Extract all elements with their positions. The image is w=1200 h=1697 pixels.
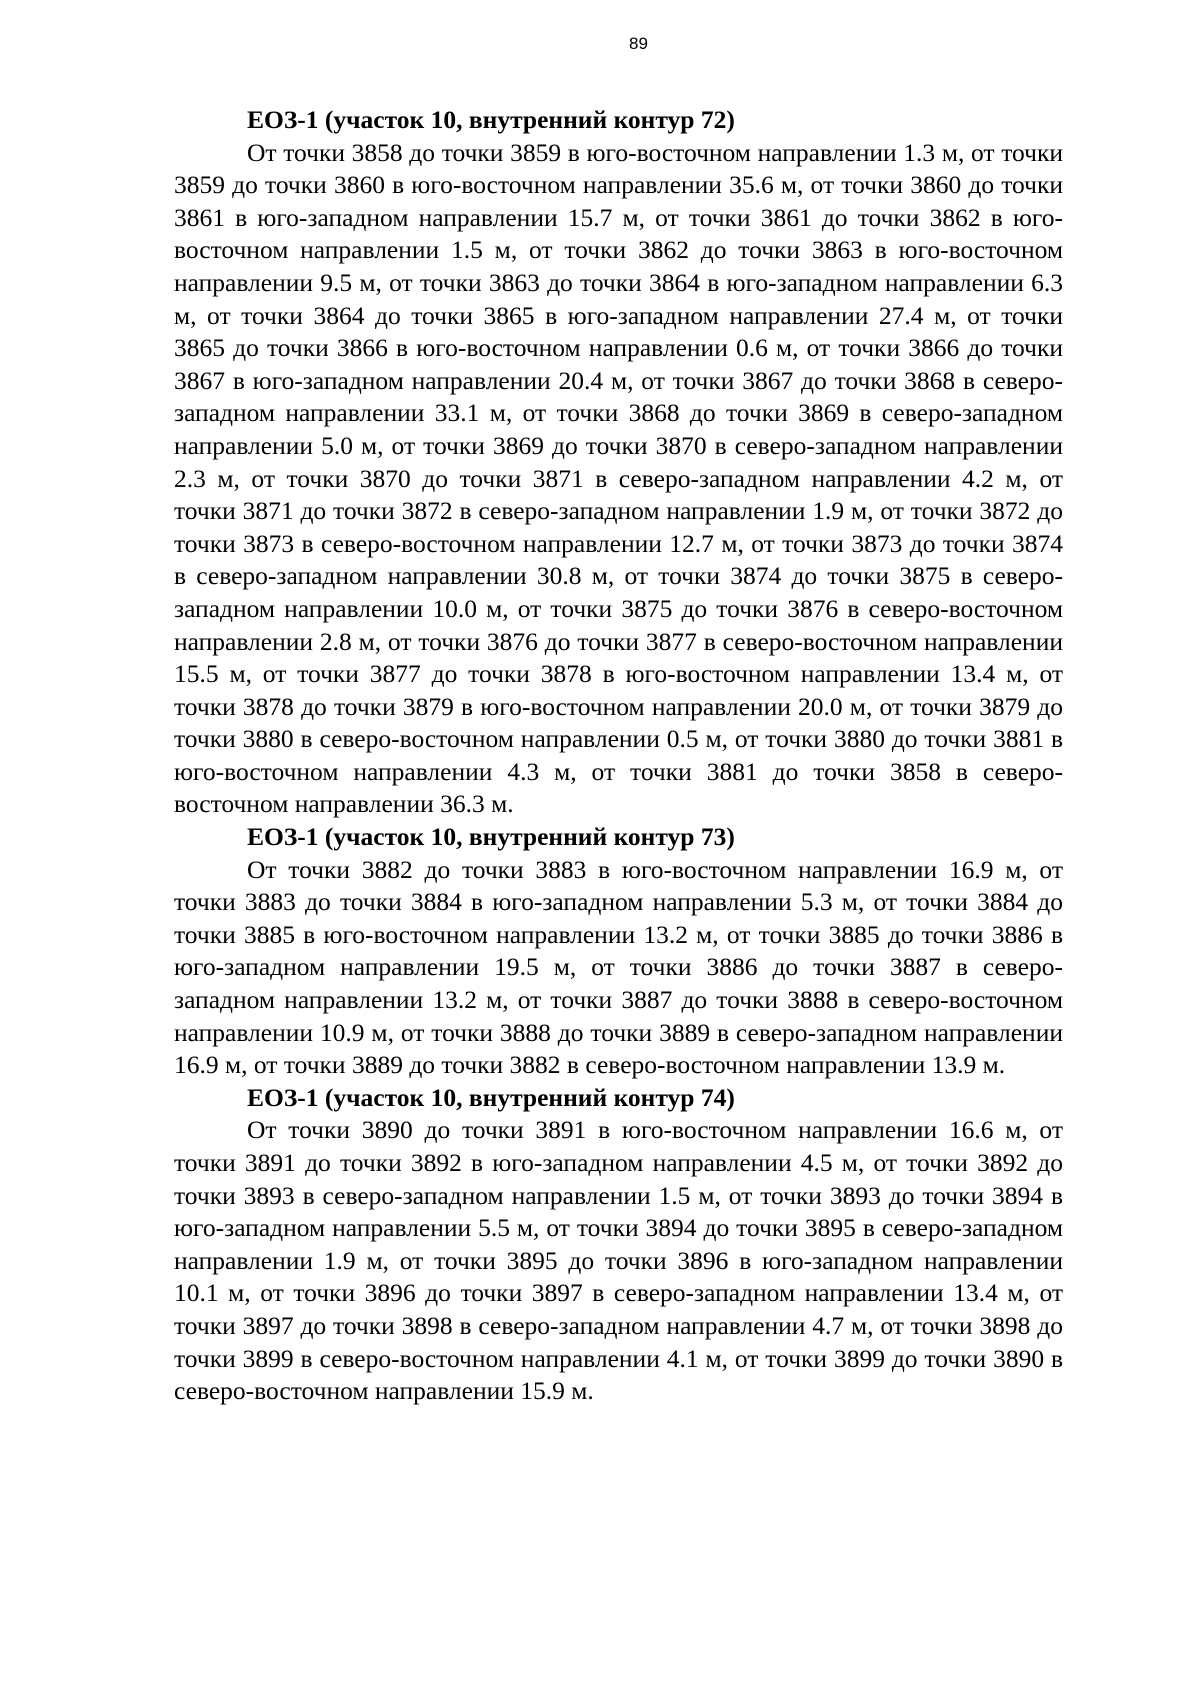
- section-body: От точки 3890 до точки 3891 в юго-восточном направлении 16.6 м, от точки 3891 до точки 3892 в юго-западном направлении 4.5 м, от точки 3892 до точки 3893 в северо-западном направлении 1.5 м, от точки 3893 до точки 3894 в юго-западном направлении 5.5 м, от точки 3894 до точки 3895 в северо-западном направлении 1.9 м, от точки 3895 до точки 3896 в юго-западном направлении 10.1 м, от точки 3896 до точки 3897 в северо-западном направлении 13.4 м, от точки 3897 до точки 3898 в северо-западном направлении 4.7 м, от точки 3898 до точки 3899 в северо-восточном направлении 4.1 м, от точки 3899 до точки 3890 в северо-восточном направлении 15.9 м.: [174, 1115, 1063, 1406]
- section-contour-73: [174, 821, 1063, 1082]
- section-contour-74: [174, 1082, 1063, 1408]
- section-body: От точки 3858 до точки 3859 в юго-восточном направлении 1.3 м, от точки 3859 до точки 3860 в юго-восточном направлении 35.6 м, от точки 3860 до точки 3861 в юго-западном направлении 15.7 м, от точки 3861 до точки 3862 в юго-восточном направлении 1.5 м, от точки 3862 до точки 3863 в юго-восточном направлении 9.5 м, от точки 3863 до точки 3864 в юго-западном направлении 6.3 м, от точки 3864 до точки 3865 в юго-западном направлении 27.4 м, от точки 3865 до точки 3866 в юго-восточном направлении 0.6 м, от точки 3866 до точки 3867 в юго-западном направлении 20.4 м, от точки 3867 до точки 3868 в северо-западном направлении 33.1 м, от точки 3868 до точки 3869 в северо-западном направлении 5.0 м, от точки 3869 до точки 3870 в северо-западном направлении 2.3 м, от точки 3870 до точки 3871 в северо-западном направлении 4.2 м, от точки 3871 до точки 3872 в северо-западном направлении 1.9 м, от точки 3872 до точки 3873 в северо-восточном направлении 12.7 м, от точки 3873 до точки 3874 в северо-западном направлении 30.8 м, от точки 3874 до точки 3875 в северо-западном направлении 10.0 м, от точки 3875 до точки 3876 в северо-восточном направлении 2.8 м, от точки 3876 до точки 3877 в северо-восточном направлении 15.5 м, от точки 3877 до точки 3878 в юго-восточном направлении 13.4 м, от точки 3878 до точки 3879 в юго-восточном направлении 20.0 м, от точки 3879 до точки 3880 в северо-восточном направлении 0.5 м, от точки 3880 до точки 3881 в юго-восточном направлении 4.3 м, от точки 3881 до точки 3858 в северо-восточном направлении 36.3 м.: [174, 137, 1063, 819]
- page-number: 89: [629, 34, 648, 53]
- section-contour-72: [174, 104, 1063, 821]
- section-heading: ЕОЗ-1 (участок 10, внутренний контур 72): [247, 105, 735, 134]
- section-heading: ЕОЗ-1 (участок 10, внутренний контур 74): [247, 1082, 735, 1112]
- section-body: От точки 3882 до точки 3883 в юго-восточном направлении 16.9 м, от точки 3883 до точки 3884 в юго-западном направлении 5.3 м, от точки 3884 до точки 3885 в юго-восточном направлении 13.2 м, от точки 3885 до точки 3886 в юго-западном направлении 19.5 м, от точки 3886 до точки 3887 в северо-западном направлении 13.2 м, от точки 3887 до точки 3888 в северо-восточном направлении 10.9 м, от точки 3888 до точки 3889 в северо-западном направлении 16.9 м, от точки 3889 до точки 3882 в северо-восточном направлении 13.9 м.: [174, 854, 1063, 1080]
- section-heading: ЕОЗ-1 (участок 10, внутренний контур 73): [247, 822, 735, 852]
